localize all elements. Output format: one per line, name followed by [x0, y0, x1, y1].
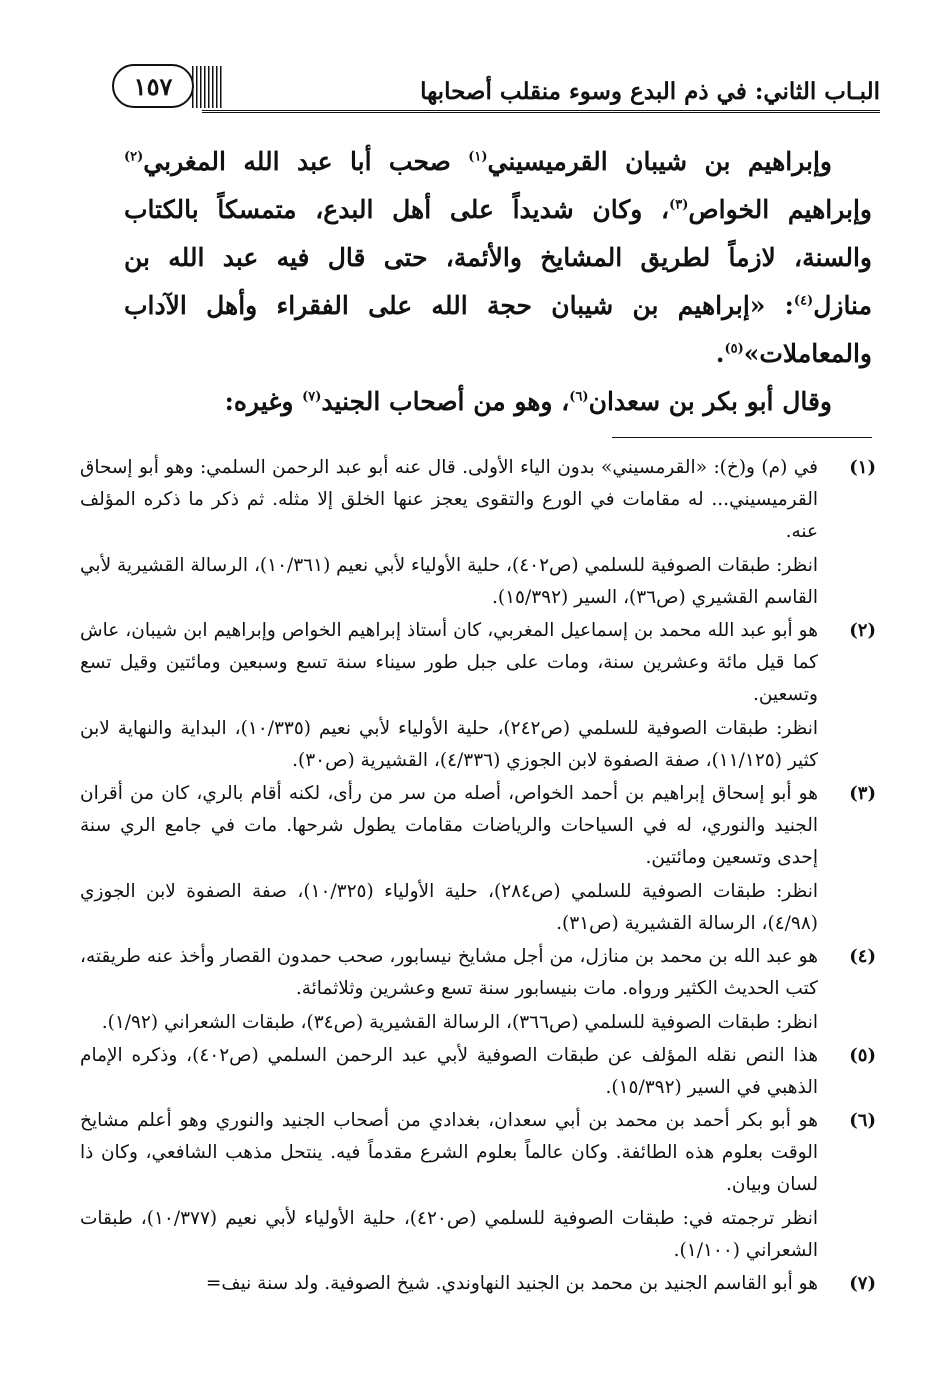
footnote-number: (٢) — [849, 620, 876, 641]
text-run: وقال أبو بكر بن سعدان — [588, 387, 832, 416]
page-number: ١٥٧ — [112, 64, 194, 108]
footnote-text: هو أبو عبد الله محمد بن إسماعيل المغربي، كان أستاذ إبراهيم الخواص وإبراهيم ابن شيبان، عاش كما قيل مائة وعشرين سنة، ومات على جبل طور سيناء سنة تسع وسبعين ومائتين وقيل تسع وتسعين. — [80, 620, 818, 705]
footnote-number: (٧) — [849, 1273, 876, 1294]
footnote-number: (٦) — [849, 1110, 876, 1131]
text-run: . — [715, 339, 725, 368]
footnote-ref: (٧) — [302, 389, 322, 405]
footnote-ref: (١) — [468, 149, 488, 165]
footnote-ref: (٥) — [724, 341, 744, 357]
footnote — [80, 1268, 876, 1300]
footnote-text: هو أبو القاسم الجنيد بن محمد بن الجنيد النهاوندي. شيخ الصوفية. ولد سنة نيف= — [205, 1273, 818, 1294]
page-header — [112, 58, 880, 114]
footnote-number: (٤) — [849, 946, 876, 967]
ornament-icon — [192, 66, 224, 108]
footnote-text: هذا النص نقله المؤلف عن طبقات الصوفية لأبي عبد الرحمن السلمي (ص٤٠٢)، وذكره الإمام الذهبي في السير (١٥/٣٩٢). — [80, 1045, 818, 1098]
main-paragraph — [124, 138, 872, 378]
footnote-divider — [612, 437, 872, 438]
footnote-text: انظر: طبقات الصوفية للسلمي (ص٣٦٦)، الرسالة القشيرية (ص٣٤)، طبقات الشعراني (١/٩٢). — [101, 1012, 818, 1033]
footnotes — [80, 452, 876, 1301]
footnote-number: (٥) — [849, 1045, 876, 1066]
text-run: وإبراهيم الخواص — [688, 195, 872, 224]
footnote — [80, 778, 876, 940]
footnote — [80, 452, 876, 614]
text-run: وإبراهيم بن شيبان القرميسيني — [487, 147, 833, 176]
footnote-text: انظر: طبقات الصوفية للسلمي (ص٤٠٢)، حلية الأولياء لأبي نعيم (١٠/٣٦١)، الرسالة القشيرية لأبي القاسم القشيري (ص٣٦)، السير (١٥/٣٩٢). — [80, 555, 818, 608]
footnote-text: هو عبد الله بن محمد بن منازل، من أجل مشايخ نيسابور، صحب حمدون القصار وأخذ عنه طريقته، كتب الحديث الكثير ورواه. مات بنيسابور سنة تسع وعشرين وثلاثمائة. — [80, 946, 818, 999]
footnote-number: (١) — [849, 457, 876, 478]
footnote-text: انظر: طبقات الصوفية للسلمي (ص٢٨٤)، حلية الأولياء (١٠/٣٢٥)، صفة الصفوة لابن الجوزي (٤/٩٨)، الرسالة القشيرية (ص٣١). — [80, 881, 818, 934]
main-paragraph — [124, 378, 872, 426]
text-run: ، وهو من أصحاب الجنيد — [321, 387, 570, 416]
footnote-ref: (٢) — [124, 149, 144, 165]
footnote-text: انظر: طبقات الصوفية للسلمي (ص٢٤٢)، حلية الأولياء لأبي نعيم (١٠/٣٣٥)، البداية والنهاية لابن كثير (١١/١٢٥)، صفة الصفوة لابن الجوزي (٤/٣٣٦)، القشيرية (ص٣٠). — [80, 718, 819, 771]
footnote-ref: (٣) — [669, 197, 689, 213]
footnote-text: في (م) و(خ): «القرمسيني» بدون الياء الأولى. قال عنه أبو عبد الرحمن السلمي: وهو أبو إسحاق القرميسيني... له مقامات في الورع والتقوى يعجز عنها الخلق إلا مثله. ثم ذكر ما ذكره المؤلف عنه. — [80, 457, 818, 542]
footnote-text: هو أبو بكر أحمد بن محمد بن أبي سعدان، بغدادي من أصحاب الجنيد والنوري وهو أعلم مشايخ الوقت بعلوم هذه الطائفة. وكان عالماً بعلوم الشرع مقدماً فيه. ينتحل مذهب الشافعي، وكان ذا لسان وبيان. — [80, 1110, 818, 1195]
footnote — [80, 615, 876, 777]
main-text — [124, 138, 872, 426]
text-run: : «إبراهيم بن شيبان حجة الله على الفقراء وأهل الآداب والمعاملات» — [124, 291, 872, 368]
footnote-number: (٣) — [849, 783, 876, 804]
footnote-text: انظر ترجمته في: طبقات الصوفية للسلمي (ص٤٢٠)، حلية الأولياء لأبي نعيم (١٠/٣٧٧)، طبقات الشعراني (١/١٠٠). — [80, 1208, 818, 1261]
footnote-ref: (٤) — [793, 293, 814, 309]
text-run: ، وكان شديداً على أهل البدع، متمسكاً بالكتاب والسنة، لازماً لطريق المشايخ والأئمة، حتى قال فيه عبد الله بن منازل — [124, 195, 872, 320]
text-run: وغيره: — [224, 387, 303, 416]
chapter-title: البـاب الثاني: في ذم البدع وسوء منقلب أصحابها — [420, 78, 880, 105]
footnote — [80, 1105, 876, 1267]
text-run: صحب أبا عبد الله المغربي — [143, 147, 469, 176]
footnote — [80, 1040, 876, 1104]
footnote — [80, 941, 876, 1039]
footnote-ref: (٦) — [569, 389, 589, 405]
footnote-text: هو أبو إسحاق إبراهيم بن أحمد الخواص، أصله من سر من رأى، لكنه أقام بالري، كان من أقران الجنيد والنوري، له في السياحات والرياضات مقامات يطول شرحها. مات في جامع الري سنة إحدى وتسعين ومائتين. — [80, 783, 818, 868]
header-rule — [202, 110, 880, 113]
